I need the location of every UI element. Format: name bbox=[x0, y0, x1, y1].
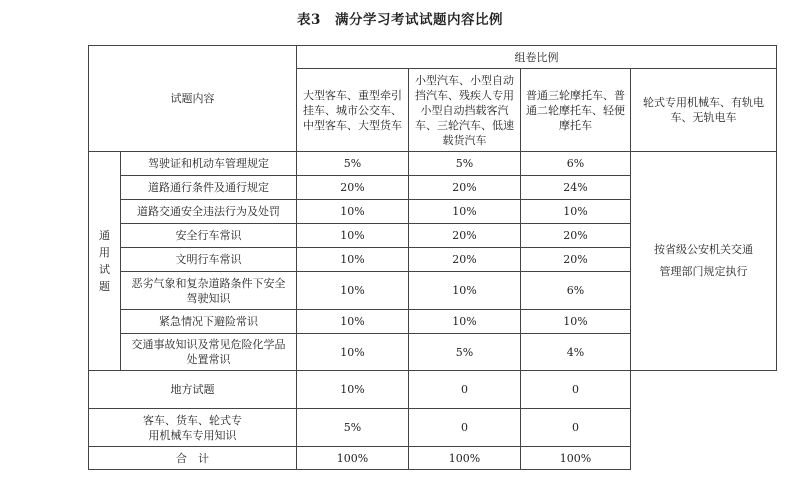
local-questions-label: 地方试题 bbox=[89, 371, 297, 409]
value-cell: 10% bbox=[297, 310, 409, 334]
value-cell: 10% bbox=[521, 200, 631, 224]
value-cell: 20% bbox=[521, 224, 631, 248]
item-cell: 文明行车常识 bbox=[121, 248, 297, 272]
value-cell: 0 bbox=[521, 371, 631, 409]
general-label-char: 通 bbox=[99, 229, 110, 242]
value-cell: 100% bbox=[409, 447, 521, 470]
ratio-group-header: 组卷比例 bbox=[297, 46, 777, 69]
table-row bbox=[89, 371, 777, 409]
total-label: 合 计 bbox=[89, 447, 297, 470]
value-cell: 10% bbox=[409, 272, 521, 310]
value-cell: 20% bbox=[409, 176, 521, 200]
value-cell: 5% bbox=[409, 152, 521, 176]
value-cell: 20% bbox=[409, 248, 521, 272]
value-cell: 0 bbox=[409, 371, 521, 409]
value-cell: 10% bbox=[297, 224, 409, 248]
value-cell: 6% bbox=[521, 152, 631, 176]
value-cell: 5% bbox=[297, 409, 409, 447]
value-cell: 10% bbox=[521, 310, 631, 334]
value-cell: 5% bbox=[297, 152, 409, 176]
general-label-char: 题 bbox=[99, 280, 110, 293]
value-cell: 5% bbox=[409, 334, 521, 371]
general-label-char: 用 bbox=[99, 246, 110, 259]
value-cell: 100% bbox=[297, 447, 409, 470]
value-cell: 20% bbox=[297, 176, 409, 200]
special-knowledge-label: 客车、货车、轮式专用机械车专用知识 bbox=[89, 409, 297, 447]
vehicle-col-header-4: 轮式专用机械车、有轨电车、无轨电车 bbox=[631, 69, 777, 152]
item-cell: 恶劣气象和复杂道路条件下安全驾驶知识 bbox=[121, 272, 297, 310]
value-cell: 10% bbox=[297, 248, 409, 272]
value-cell: 6% bbox=[521, 272, 631, 310]
exam-content-ratio-table bbox=[88, 45, 777, 470]
value-cell: 20% bbox=[521, 248, 631, 272]
item-cell: 道路通行条件及通行规定 bbox=[121, 176, 297, 200]
value-cell: 10% bbox=[297, 334, 409, 371]
provincial-note: 按省级公安机关交通管理部门规定执行 bbox=[631, 152, 777, 371]
value-cell: 10% bbox=[409, 200, 521, 224]
item-cell: 交通事故知识及常见危险化学品处置常识 bbox=[121, 334, 297, 371]
value-cell: 24% bbox=[521, 176, 631, 200]
value-cell: 20% bbox=[409, 224, 521, 248]
vehicle-col-header-3: 普通三轮摩托车、普通二轮摩托车、轻便摩托车 bbox=[521, 69, 631, 152]
value-cell: 0 bbox=[521, 409, 631, 447]
value-cell: 10% bbox=[297, 200, 409, 224]
general-label-char: 试 bbox=[99, 263, 110, 276]
general-questions-label bbox=[89, 152, 121, 371]
value-cell: 4% bbox=[521, 334, 631, 371]
item-cell: 安全行车常识 bbox=[121, 224, 297, 248]
content-col-header: 试题内容 bbox=[89, 46, 297, 152]
value-cell: 10% bbox=[297, 272, 409, 310]
item-cell: 紧急情况下避险常识 bbox=[121, 310, 297, 334]
vehicle-col-header-1: 大型客车、重型牵引挂车、城市公交车、中型客车、大型货车 bbox=[297, 69, 409, 152]
value-cell: 10% bbox=[409, 310, 521, 334]
table-title: 表3 满分学习考试试题内容比例 bbox=[297, 12, 503, 28]
item-cell: 道路交通安全违法行为及处罚 bbox=[121, 200, 297, 224]
item-cell: 驾驶证和机动车管理规定 bbox=[121, 152, 297, 176]
table-row bbox=[89, 447, 777, 470]
table-row bbox=[89, 409, 777, 447]
header-row-1 bbox=[89, 46, 777, 69]
value-cell: 10% bbox=[297, 371, 409, 409]
value-cell: 0 bbox=[409, 409, 521, 447]
value-cell: 100% bbox=[521, 447, 631, 470]
table-row bbox=[89, 152, 777, 176]
vehicle-col-header-2: 小型汽车、小型自动挡汽车、残疾人专用小型自动挡载客汽车、三轮汽车、低速载货汽车 bbox=[409, 69, 521, 152]
